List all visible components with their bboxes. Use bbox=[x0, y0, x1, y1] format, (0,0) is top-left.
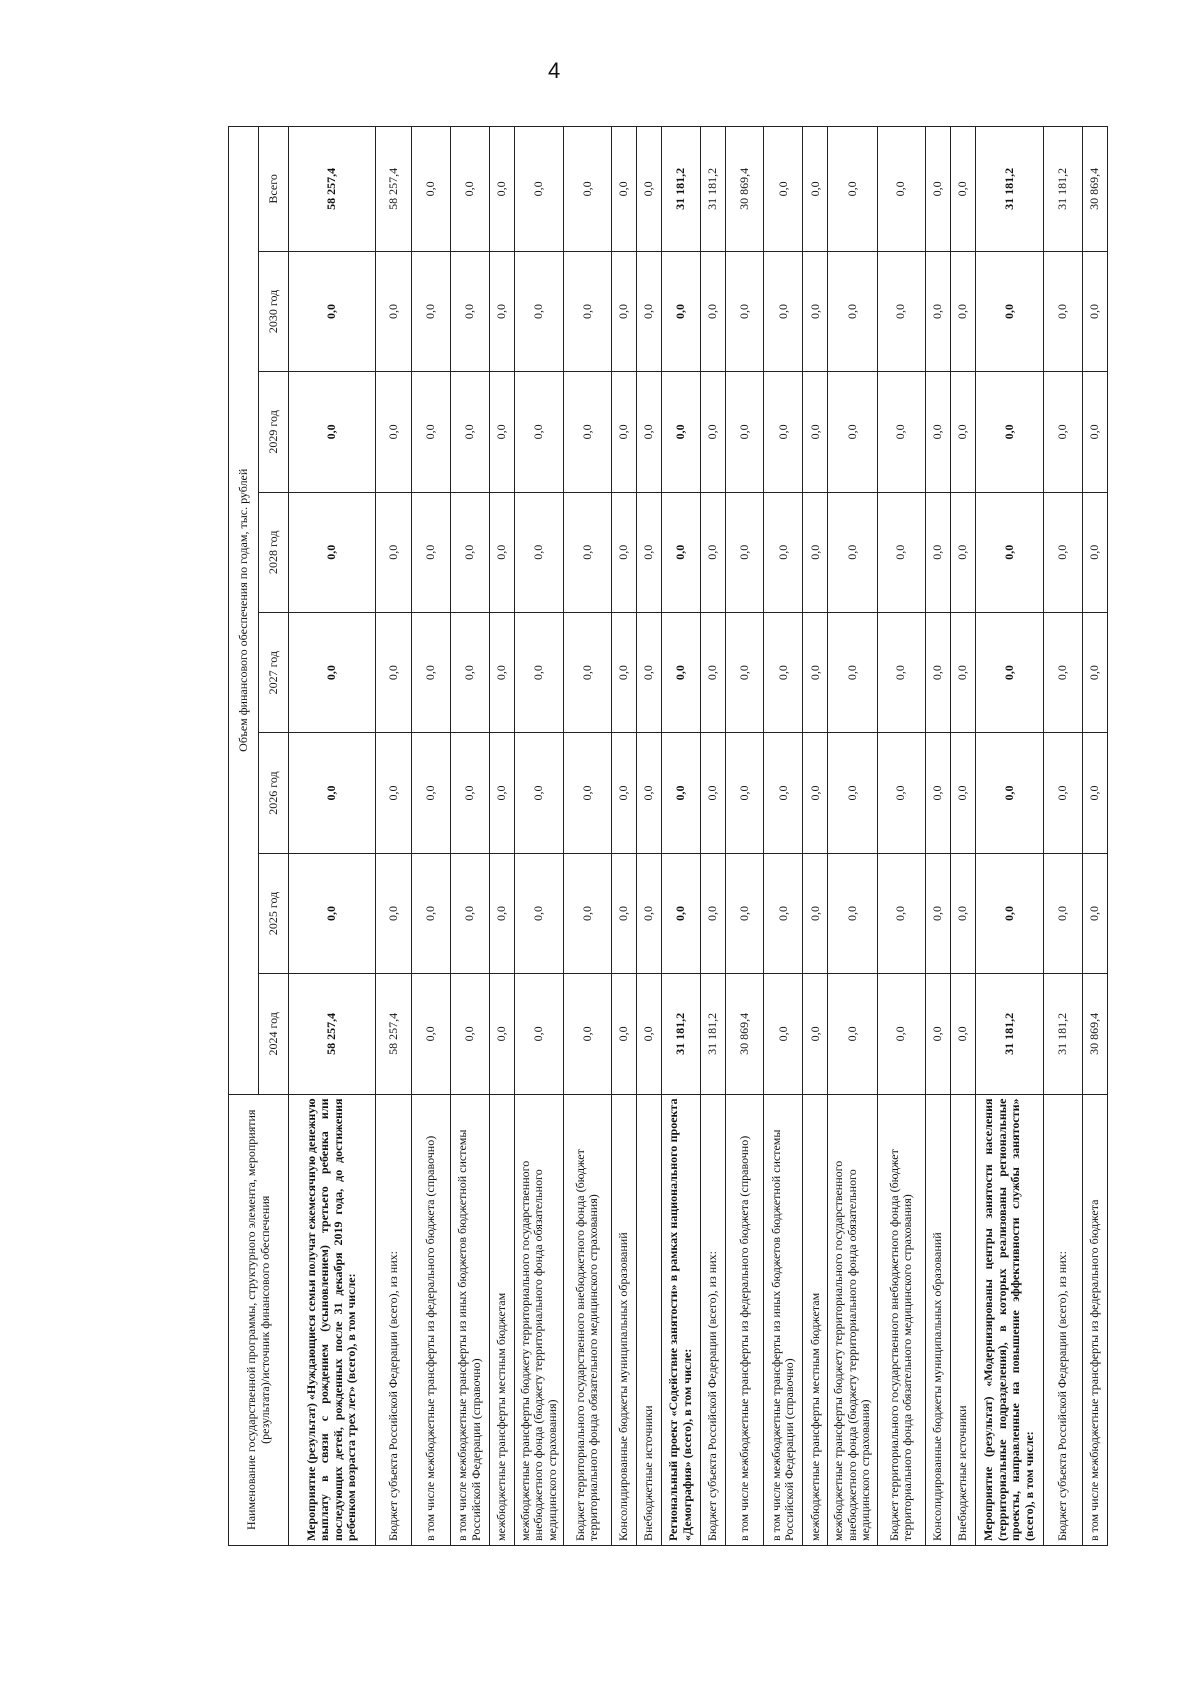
row-value: 0,0 bbox=[877, 612, 925, 732]
row-value: 0,0 bbox=[700, 733, 725, 853]
row-value: 0,0 bbox=[764, 733, 803, 853]
row-value: 0,0 bbox=[950, 492, 975, 612]
row-value: 0,0 bbox=[450, 853, 489, 973]
row-total: 31 181,2 bbox=[1044, 127, 1083, 252]
row-label: Мероприятие (результат) «Модернизированы центры занятости населения (территориальные подразделения), в которых реализованы региональные проекты, направленные на повышение эффективности службы занятости» (всего), в том числе: bbox=[975, 1094, 1043, 1545]
row-value: 31 181,2 bbox=[1044, 974, 1083, 1094]
header-year: 2027 год bbox=[259, 612, 289, 732]
row-total: 0,0 bbox=[803, 127, 828, 252]
row-label: межбюджетные трансферты бюджету территориального государственного внебюджетного фонда (бюджету территориального фонда обязательного медицинского страхования) bbox=[514, 1094, 563, 1545]
row-value: 0,0 bbox=[611, 251, 636, 371]
row-value: 0,0 bbox=[489, 492, 514, 612]
row-value: 0,0 bbox=[725, 492, 764, 612]
financing-table bbox=[228, 126, 1108, 1546]
row-value: 0,0 bbox=[611, 974, 636, 1094]
row-label: Региональный проект «Содействие занятости» в рамках национального проекта «Демография» (всего), в том числе: bbox=[661, 1094, 700, 1545]
row-value: 0,0 bbox=[661, 251, 700, 371]
row-total: 0,0 bbox=[925, 127, 950, 252]
row-total: 0,0 bbox=[611, 127, 636, 252]
row-label: Бюджет субъекта Российской Федерации (всего), из них: bbox=[375, 1094, 411, 1545]
row-total: 0,0 bbox=[636, 127, 661, 252]
row-label: Бюджет субъекта Российской Федерации (всего), из них: bbox=[1044, 1094, 1083, 1545]
table-row bbox=[289, 127, 376, 1546]
table-row bbox=[375, 127, 411, 1546]
row-value: 0,0 bbox=[764, 974, 803, 1094]
table-row bbox=[636, 127, 661, 1546]
row-label: Бюджет субъекта Российской Федерации (всего), из них: bbox=[700, 1094, 725, 1545]
row-value: 0,0 bbox=[877, 853, 925, 973]
row-value: 0,0 bbox=[975, 612, 1043, 732]
row-value: 30 869,4 bbox=[1082, 974, 1107, 1094]
row-value: 0,0 bbox=[877, 372, 925, 492]
row-value: 0,0 bbox=[636, 612, 661, 732]
row-value: 0,0 bbox=[450, 733, 489, 853]
row-value: 0,0 bbox=[661, 372, 700, 492]
row-label: межбюджетные трансферты местным бюджетам bbox=[489, 1094, 514, 1545]
row-value: 0,0 bbox=[1044, 372, 1083, 492]
row-label: Внебюджетные источники bbox=[636, 1094, 661, 1545]
row-value: 0,0 bbox=[636, 974, 661, 1094]
row-value: 0,0 bbox=[375, 492, 411, 612]
row-total: 58 257,4 bbox=[289, 127, 376, 252]
row-value: 0,0 bbox=[803, 974, 828, 1094]
row-value: 0,0 bbox=[700, 853, 725, 973]
row-value: 0,0 bbox=[828, 251, 877, 371]
row-value: 0,0 bbox=[950, 974, 975, 1094]
row-total: 0,0 bbox=[563, 127, 611, 252]
row-label: Бюджет территориального государственного внебюджетного фонда (бюджет территориального фонда обязательного медицинского страхования) bbox=[877, 1094, 925, 1545]
row-value: 0,0 bbox=[725, 733, 764, 853]
row-value: 30 869,4 bbox=[725, 974, 764, 1094]
row-value: 0,0 bbox=[563, 853, 611, 973]
row-value: 0,0 bbox=[803, 251, 828, 371]
row-total: 0,0 bbox=[828, 127, 877, 252]
row-total: 30 869,4 bbox=[725, 127, 764, 252]
row-value: 0,0 bbox=[950, 251, 975, 371]
row-value: 0,0 bbox=[975, 853, 1043, 973]
table-row bbox=[725, 127, 764, 1546]
row-total: 58 257,4 bbox=[375, 127, 411, 252]
row-value: 0,0 bbox=[700, 492, 725, 612]
row-value: 0,0 bbox=[514, 612, 563, 732]
row-value: 0,0 bbox=[563, 251, 611, 371]
row-value: 0,0 bbox=[1082, 492, 1107, 612]
row-value: 0,0 bbox=[611, 612, 636, 732]
row-value: 0,0 bbox=[563, 372, 611, 492]
row-label: в том числе межбюджетные трансферты из федерального бюджета bbox=[1082, 1094, 1107, 1545]
row-value: 0,0 bbox=[1082, 853, 1107, 973]
row-value: 0,0 bbox=[877, 251, 925, 371]
row-value: 0,0 bbox=[877, 733, 925, 853]
header-year: 2024 год bbox=[259, 974, 289, 1094]
row-value: 0,0 bbox=[412, 492, 451, 612]
row-label: межбюджетные трансферты местным бюджетам bbox=[803, 1094, 828, 1545]
row-value: 0,0 bbox=[289, 612, 376, 732]
row-value: 0,0 bbox=[412, 974, 451, 1094]
row-value: 0,0 bbox=[412, 733, 451, 853]
row-value: 0,0 bbox=[1044, 733, 1083, 853]
table-header bbox=[229, 127, 289, 1546]
row-label: Консолидированные бюджеты муниципальных образований bbox=[611, 1094, 636, 1545]
row-total: 0,0 bbox=[764, 127, 803, 252]
row-value: 0,0 bbox=[828, 372, 877, 492]
row-value: 0,0 bbox=[925, 372, 950, 492]
row-value: 0,0 bbox=[636, 853, 661, 973]
row-value: 31 181,2 bbox=[661, 974, 700, 1094]
row-value: 0,0 bbox=[563, 492, 611, 612]
row-value: 0,0 bbox=[289, 853, 376, 973]
header-year: 2030 год bbox=[259, 251, 289, 371]
row-value: 0,0 bbox=[450, 251, 489, 371]
row-value: 0,0 bbox=[700, 251, 725, 371]
row-value: 0,0 bbox=[563, 733, 611, 853]
row-total: 0,0 bbox=[514, 127, 563, 252]
row-value: 0,0 bbox=[514, 372, 563, 492]
table-row bbox=[877, 127, 925, 1546]
row-value: 0,0 bbox=[803, 733, 828, 853]
row-value: 0,0 bbox=[950, 612, 975, 732]
row-total: 0,0 bbox=[950, 127, 975, 252]
row-value: 0,0 bbox=[1044, 492, 1083, 612]
row-value: 0,0 bbox=[1082, 372, 1107, 492]
row-value: 0,0 bbox=[611, 733, 636, 853]
row-total: 31 181,2 bbox=[661, 127, 700, 252]
header-name: Наименование государственной программы, структурного элемента, мероприятия (результата)/источник финансового обеспечения bbox=[229, 1094, 289, 1545]
row-value: 0,0 bbox=[828, 853, 877, 973]
row-value: 0,0 bbox=[289, 372, 376, 492]
row-value: 0,0 bbox=[375, 372, 411, 492]
row-value: 0,0 bbox=[514, 492, 563, 612]
row-value: 0,0 bbox=[828, 733, 877, 853]
row-value: 0,0 bbox=[828, 974, 877, 1094]
row-value: 0,0 bbox=[925, 733, 950, 853]
row-value: 0,0 bbox=[1044, 251, 1083, 371]
row-value: 0,0 bbox=[950, 853, 975, 973]
row-value: 0,0 bbox=[803, 492, 828, 612]
table-row bbox=[700, 127, 725, 1546]
row-value: 0,0 bbox=[1082, 251, 1107, 371]
row-value: 0,0 bbox=[764, 251, 803, 371]
row-value: 0,0 bbox=[725, 251, 764, 371]
row-value: 0,0 bbox=[828, 612, 877, 732]
row-total: 0,0 bbox=[489, 127, 514, 252]
row-value: 0,0 bbox=[925, 251, 950, 371]
row-value: 0,0 bbox=[950, 372, 975, 492]
row-value: 0,0 bbox=[450, 372, 489, 492]
row-value: 0,0 bbox=[636, 372, 661, 492]
row-total: 31 181,2 bbox=[975, 127, 1043, 252]
header-year: 2026 год bbox=[259, 733, 289, 853]
table-row bbox=[489, 127, 514, 1546]
table-row bbox=[514, 127, 563, 1546]
row-value: 0,0 bbox=[725, 853, 764, 973]
row-value: 0,0 bbox=[489, 853, 514, 973]
rotated-table-wrapper bbox=[228, 126, 1108, 1546]
table-row bbox=[828, 127, 877, 1546]
row-label: Мероприятие (результат) «Нуждающиеся семьи получат ежемесячную денежную выплату в связи с рождением (усыновлением) третьего ребенка или последующих детей, рожденных после 31 декабря 2019 года, до достижения ребенком возраста трех лет» (всего), в том числе: bbox=[289, 1094, 376, 1545]
row-value: 0,0 bbox=[877, 974, 925, 1094]
table-row bbox=[661, 127, 700, 1546]
row-value: 0,0 bbox=[1044, 612, 1083, 732]
row-value: 0,0 bbox=[636, 251, 661, 371]
row-value: 0,0 bbox=[803, 372, 828, 492]
header-group: Объем финансового обеспечения по годам, тыс. рублей bbox=[229, 127, 259, 1095]
row-value: 0,0 bbox=[563, 612, 611, 732]
row-value: 0,0 bbox=[764, 853, 803, 973]
row-value: 0,0 bbox=[375, 612, 411, 732]
row-value: 31 181,2 bbox=[975, 974, 1043, 1094]
table-row bbox=[950, 127, 975, 1546]
row-value: 0,0 bbox=[450, 612, 489, 732]
row-value: 0,0 bbox=[514, 733, 563, 853]
table-row bbox=[412, 127, 451, 1546]
row-value: 0,0 bbox=[412, 612, 451, 732]
row-label: Консолидированные бюджеты муниципальных образований bbox=[925, 1094, 950, 1545]
row-value: 0,0 bbox=[412, 853, 451, 973]
table-row bbox=[803, 127, 828, 1546]
table-row bbox=[1044, 127, 1083, 1546]
row-value: 0,0 bbox=[375, 733, 411, 853]
row-value: 0,0 bbox=[1044, 853, 1083, 973]
row-value: 0,0 bbox=[975, 492, 1043, 612]
row-label: Внебюджетные источники bbox=[950, 1094, 975, 1545]
row-value: 0,0 bbox=[289, 251, 376, 371]
row-value: 0,0 bbox=[764, 372, 803, 492]
row-value: 0,0 bbox=[975, 372, 1043, 492]
row-value: 0,0 bbox=[563, 974, 611, 1094]
row-value: 0,0 bbox=[661, 733, 700, 853]
table-row bbox=[611, 127, 636, 1546]
row-value: 0,0 bbox=[925, 853, 950, 973]
row-value: 0,0 bbox=[661, 853, 700, 973]
row-value: 0,0 bbox=[1082, 612, 1107, 732]
row-value: 0,0 bbox=[289, 733, 376, 853]
row-value: 0,0 bbox=[636, 492, 661, 612]
header-year: 2025 год bbox=[259, 853, 289, 973]
row-total: 0,0 bbox=[877, 127, 925, 252]
row-value: 0,0 bbox=[611, 372, 636, 492]
row-value: 0,0 bbox=[661, 492, 700, 612]
row-total: 0,0 bbox=[450, 127, 489, 252]
row-value: 0,0 bbox=[289, 492, 376, 612]
row-value: 0,0 bbox=[803, 612, 828, 732]
page-number: 4 bbox=[548, 58, 561, 83]
row-value: 0,0 bbox=[950, 733, 975, 853]
row-total: 30 869,4 bbox=[1082, 127, 1107, 252]
row-value: 0,0 bbox=[725, 612, 764, 732]
table-row bbox=[764, 127, 803, 1546]
row-value: 0,0 bbox=[725, 372, 764, 492]
row-value: 0,0 bbox=[514, 251, 563, 371]
row-value: 0,0 bbox=[375, 853, 411, 973]
row-value: 0,0 bbox=[412, 251, 451, 371]
row-value: 0,0 bbox=[925, 974, 950, 1094]
row-value: 0,0 bbox=[764, 612, 803, 732]
row-value: 0,0 bbox=[700, 372, 725, 492]
row-value: 0,0 bbox=[925, 492, 950, 612]
row-value: 0,0 bbox=[925, 612, 950, 732]
row-value: 0,0 bbox=[514, 853, 563, 973]
row-value: 0,0 bbox=[489, 612, 514, 732]
row-value: 0,0 bbox=[975, 733, 1043, 853]
table-row bbox=[1082, 127, 1107, 1546]
header-year: 2029 год bbox=[259, 372, 289, 492]
row-value: 0,0 bbox=[877, 492, 925, 612]
table-row bbox=[563, 127, 611, 1546]
row-value: 0,0 bbox=[764, 492, 803, 612]
row-label: в том числе межбюджетные трансферты из иных бюджетов бюджетной системы Российской Федерации (справочно) bbox=[764, 1094, 803, 1545]
row-label: Бюджет территориального государственного внебюджетного фонда (бюджет территориального фонда обязательного медицинского страхования) bbox=[563, 1094, 611, 1545]
row-value: 58 257,4 bbox=[289, 974, 376, 1094]
row-value: 31 181,2 bbox=[700, 974, 725, 1094]
table-body bbox=[289, 127, 1108, 1546]
row-value: 0,0 bbox=[375, 251, 411, 371]
row-value: 0,0 bbox=[803, 853, 828, 973]
row-value: 0,0 bbox=[489, 372, 514, 492]
row-value: 0,0 bbox=[975, 251, 1043, 371]
table-row bbox=[925, 127, 950, 1546]
row-value: 0,0 bbox=[611, 492, 636, 612]
row-value: 0,0 bbox=[636, 733, 661, 853]
table-row bbox=[975, 127, 1043, 1546]
row-value: 0,0 bbox=[412, 372, 451, 492]
header-total: Всего bbox=[259, 127, 289, 252]
row-value: 0,0 bbox=[489, 974, 514, 1094]
row-value: 0,0 bbox=[611, 853, 636, 973]
row-value: 0,0 bbox=[450, 492, 489, 612]
row-value: 0,0 bbox=[1082, 733, 1107, 853]
row-total: 0,0 bbox=[412, 127, 451, 252]
row-value: 0,0 bbox=[700, 612, 725, 732]
row-label: в том числе межбюджетные трансферты из федерального бюджета (справочно) bbox=[725, 1094, 764, 1545]
row-value: 0,0 bbox=[828, 492, 877, 612]
row-label: в том числе межбюджетные трансферты из иных бюджетов бюджетной системы Российской Федерации (справочно) bbox=[450, 1094, 489, 1545]
row-value: 0,0 bbox=[489, 733, 514, 853]
row-label: межбюджетные трансферты бюджету территориального государственного внебюджетного фонда (бюджету территориального фонда обязательного медицинского страхования) bbox=[828, 1094, 877, 1545]
row-value: 58 257,4 bbox=[375, 974, 411, 1094]
row-value: 0,0 bbox=[450, 974, 489, 1094]
table-row bbox=[450, 127, 489, 1546]
row-value: 0,0 bbox=[514, 974, 563, 1094]
row-label: в том числе межбюджетные трансферты из федерального бюджета (справочно) bbox=[412, 1094, 451, 1545]
row-total: 31 181,2 bbox=[700, 127, 725, 252]
header-year: 2028 год bbox=[259, 492, 289, 612]
row-value: 0,0 bbox=[489, 251, 514, 371]
row-value: 0,0 bbox=[661, 612, 700, 732]
